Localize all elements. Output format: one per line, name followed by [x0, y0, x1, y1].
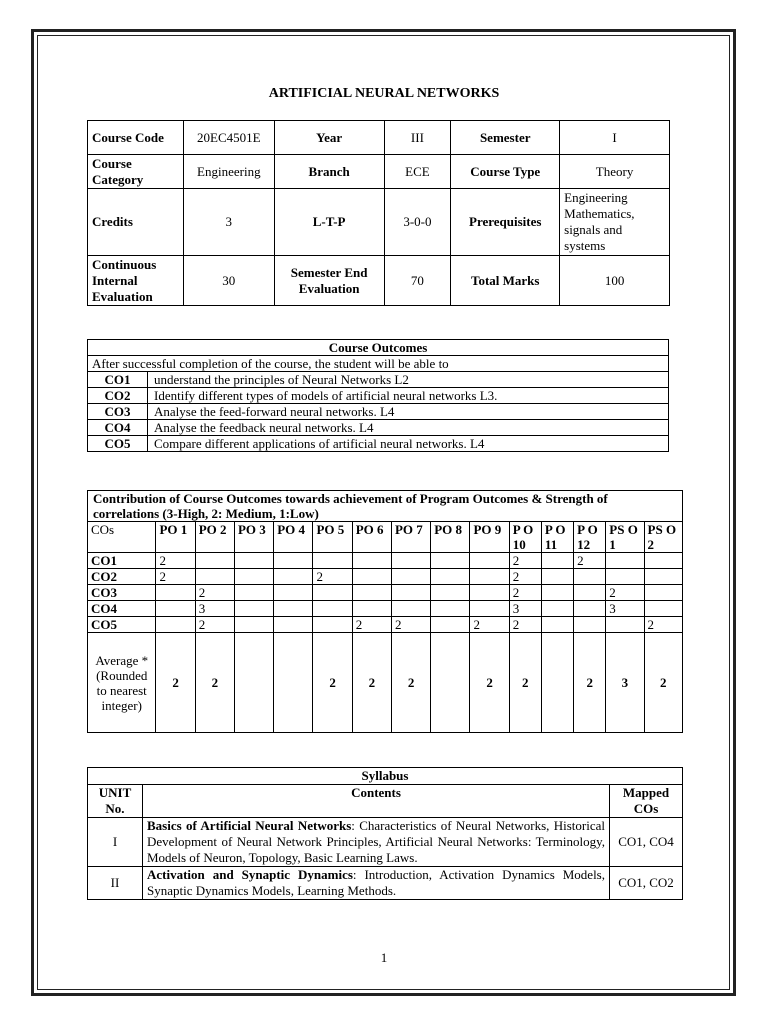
correlation-cell — [274, 569, 313, 585]
co-label: CO1 — [88, 553, 156, 569]
correlation-cell: 2 — [644, 617, 682, 633]
course-category-label: Course Category — [88, 155, 184, 189]
co-text: Analyse the feedback neural networks. L4 — [148, 420, 669, 436]
po-header: PO 4 — [274, 522, 313, 553]
correlation-cell — [606, 617, 644, 633]
contents-header: Contents — [143, 785, 610, 818]
average-label: Average * (Rounded to nearest integer) — [88, 633, 156, 733]
co-code: CO5 — [88, 436, 148, 452]
correlation-cell: 2 — [313, 569, 352, 585]
correlation-cell — [541, 585, 573, 601]
page-number: 1 — [380, 950, 388, 965]
average-cell: 2 — [509, 633, 541, 733]
correlation-cell — [352, 601, 391, 617]
correlation-cell: 2 — [509, 617, 541, 633]
co-label: CO2 — [88, 569, 156, 585]
course-type-label: Course Type — [451, 155, 560, 189]
correlation-cell: 2 — [509, 553, 541, 569]
po-header: PS O 2 — [644, 522, 682, 553]
table-row — [88, 121, 670, 155]
correlation-cell — [391, 601, 430, 617]
table-row — [88, 388, 669, 404]
po-header: PO 2 — [195, 522, 234, 553]
average-cell: 2 — [156, 633, 195, 733]
average-cell: 2 — [313, 633, 352, 733]
correlation-cell: 2 — [391, 617, 430, 633]
co-code: CO2 — [88, 388, 148, 404]
year-value: III — [384, 121, 451, 155]
unit-contents — [143, 867, 610, 900]
correlation-cell: 2 — [470, 617, 509, 633]
course-category-value: Engineering — [183, 155, 274, 189]
co-code: CO1 — [88, 372, 148, 388]
table-row — [88, 155, 670, 189]
syllabus-heading: Syllabus — [88, 768, 683, 785]
correlation-cell: 2 — [195, 585, 234, 601]
table-row — [88, 404, 669, 420]
co-label: CO3 — [88, 585, 156, 601]
correlation-cell — [470, 553, 509, 569]
mapping-header-row — [88, 522, 683, 553]
po-header: PO 8 — [431, 522, 470, 553]
credits-value: 3 — [183, 189, 274, 256]
correlation-cell — [352, 569, 391, 585]
average-cell — [234, 633, 273, 733]
correlation-cell — [313, 585, 352, 601]
correlation-cell — [313, 553, 352, 569]
correlation-cell — [431, 585, 470, 601]
course-code-label: Course Code — [88, 121, 184, 155]
table-row — [88, 818, 683, 867]
correlation-cell — [274, 553, 313, 569]
correlation-cell — [574, 569, 606, 585]
co-text: understand the principles of Neural Networks L2 — [148, 372, 669, 388]
unit-number: I — [88, 818, 143, 867]
semester-value: I — [560, 121, 670, 155]
correlation-cell — [606, 553, 644, 569]
cie-label: Continuous Internal Evaluation — [88, 256, 184, 306]
co-label: CO5 — [88, 617, 156, 633]
course-type-value: Theory — [560, 155, 670, 189]
total-marks-label: Total Marks — [451, 256, 560, 306]
correlation-cell — [541, 617, 573, 633]
course-outcomes-intro: After successful completion of the course, the student will be able to — [88, 356, 669, 372]
correlation-cell — [274, 585, 313, 601]
correlation-cell — [391, 553, 430, 569]
correlation-cell: 3 — [195, 601, 234, 617]
course-info-table — [87, 120, 670, 306]
average-cell: 2 — [195, 633, 234, 733]
po-header: PO 9 — [470, 522, 509, 553]
correlation-cell: 2 — [156, 553, 195, 569]
average-cell: 2 — [644, 633, 682, 733]
correlation-cell — [313, 601, 352, 617]
correlation-cell — [391, 585, 430, 601]
correlation-cell — [470, 585, 509, 601]
correlation-cell: 2 — [352, 617, 391, 633]
course-outcomes-heading: Course Outcomes — [88, 340, 669, 356]
correlation-cell — [644, 553, 682, 569]
correlation-cell: 2 — [156, 569, 195, 585]
correlation-cell — [234, 585, 273, 601]
branch-value: ECE — [384, 155, 451, 189]
total-marks-value: 100 — [560, 256, 670, 306]
unit-title: Activation and Synaptic Dynamics — [147, 867, 353, 882]
mapped-cos-header: Mapped COs — [610, 785, 683, 818]
correlation-cell — [470, 601, 509, 617]
correlation-cell — [313, 617, 352, 633]
correlation-cell — [431, 569, 470, 585]
correlation-cell — [352, 585, 391, 601]
ltp-label: L-T-P — [274, 189, 384, 256]
po-header: PO 1 — [156, 522, 195, 553]
correlation-cell: 2 — [606, 585, 644, 601]
average-cell: 2 — [470, 633, 509, 733]
correlation-cell — [234, 553, 273, 569]
correlation-cell — [470, 569, 509, 585]
correlation-cell — [274, 617, 313, 633]
co-label: CO4 — [88, 601, 156, 617]
cos-header: COs — [88, 522, 156, 553]
correlation-cell — [352, 553, 391, 569]
unit-contents — [143, 818, 610, 867]
correlation-cell: 2 — [195, 617, 234, 633]
see-label: Semester End Evaluation — [274, 256, 384, 306]
table-row — [88, 617, 683, 633]
co-po-mapping-table — [87, 490, 683, 733]
po-header: P O 12 — [574, 522, 606, 553]
table-row — [88, 569, 683, 585]
ltp-value: 3-0-0 — [384, 189, 451, 256]
po-header: P O 10 — [509, 522, 541, 553]
course-outcomes-table — [87, 339, 669, 452]
prerequisites-value: Engineering Mathematics, signals and systems — [560, 189, 670, 256]
co-text: Analyse the feed-forward neural networks. L4 — [148, 404, 669, 420]
table-row — [88, 867, 683, 900]
correlation-cell — [156, 617, 195, 633]
correlation-cell — [606, 569, 644, 585]
year-label: Year — [274, 121, 384, 155]
cie-value: 30 — [183, 256, 274, 306]
average-cell — [431, 633, 470, 733]
table-row — [88, 553, 683, 569]
table-row — [88, 372, 669, 388]
course-code-value: 20EC4501E — [183, 121, 274, 155]
syllabus-table — [87, 767, 683, 900]
table-row — [88, 436, 669, 452]
co-code: CO3 — [88, 404, 148, 420]
average-cell: 2 — [574, 633, 606, 733]
table-row — [88, 420, 669, 436]
correlation-cell — [431, 617, 470, 633]
correlation-cell — [644, 601, 682, 617]
unit-title: Basics of Artificial Neural Networks — [147, 818, 352, 833]
correlation-cell — [234, 617, 273, 633]
co-text: Identify different types of models of artificial neural networks L3. — [148, 388, 669, 404]
unit-mapped-cos: CO1, CO4 — [610, 818, 683, 867]
correlation-cell: 2 — [509, 569, 541, 585]
po-header: P O 11 — [541, 522, 573, 553]
correlation-cell — [644, 569, 682, 585]
co-code: CO4 — [88, 420, 148, 436]
see-value: 70 — [384, 256, 451, 306]
correlation-cell — [156, 585, 195, 601]
average-cell — [274, 633, 313, 733]
correlation-cell — [541, 569, 573, 585]
po-header: PO 3 — [234, 522, 273, 553]
unit-no-header: UNIT No. — [88, 785, 143, 818]
branch-label: Branch — [274, 155, 384, 189]
correlation-cell: 2 — [509, 585, 541, 601]
correlation-cell — [195, 553, 234, 569]
correlation-cell — [234, 601, 273, 617]
unit-mapped-cos: CO1, CO2 — [610, 867, 683, 900]
correlation-cell — [541, 601, 573, 617]
mapping-heading: Contribution of Course Outcomes towards achievement of Program Outcomes & Strength of correlations (3-High, 2: Medium, 1:Low) — [88, 491, 683, 522]
table-row — [88, 585, 683, 601]
average-cell: 3 — [606, 633, 644, 733]
table-row — [88, 189, 670, 256]
co-text: Compare different applications of artificial neural networks. L4 — [148, 436, 669, 452]
correlation-cell — [574, 585, 606, 601]
po-header: PO 6 — [352, 522, 391, 553]
correlation-cell: 2 — [574, 553, 606, 569]
po-header: PS O 1 — [606, 522, 644, 553]
correlation-cell: 3 — [509, 601, 541, 617]
po-header: PO 7 — [391, 522, 430, 553]
average-row — [88, 633, 683, 733]
semester-label: Semester — [451, 121, 560, 155]
correlation-cell: 3 — [606, 601, 644, 617]
credits-label: Credits — [88, 189, 184, 256]
table-row — [88, 256, 670, 306]
correlation-cell — [234, 569, 273, 585]
correlation-cell — [391, 569, 430, 585]
po-header: PO 5 — [313, 522, 352, 553]
correlation-cell — [541, 553, 573, 569]
correlation-cell — [431, 553, 470, 569]
table-row — [88, 601, 683, 617]
average-cell: 2 — [391, 633, 430, 733]
correlation-cell — [431, 601, 470, 617]
correlation-cell — [644, 585, 682, 601]
unit-number: II — [88, 867, 143, 900]
correlation-cell — [574, 617, 606, 633]
prerequisites-label: Prerequisites — [451, 189, 560, 256]
average-cell: 2 — [352, 633, 391, 733]
unit-body: : Introduction, Activation Dynamics Models, Synaptic Dynamics Models, Learning Methods. — [147, 867, 605, 898]
document-title: ARTIFICIAL NEURAL NETWORKS — [268, 86, 500, 101]
average-cell — [541, 633, 573, 733]
correlation-cell — [274, 601, 313, 617]
correlation-cell — [574, 601, 606, 617]
correlation-cell — [195, 569, 234, 585]
correlation-cell — [156, 601, 195, 617]
unit-body: : Characteristics of Neural Networks, Historical Development of Neural Network Principles, Artificial Neural Networks: Terminology, Models of Neuron, Topology, Basic Learning Laws. — [147, 818, 605, 865]
